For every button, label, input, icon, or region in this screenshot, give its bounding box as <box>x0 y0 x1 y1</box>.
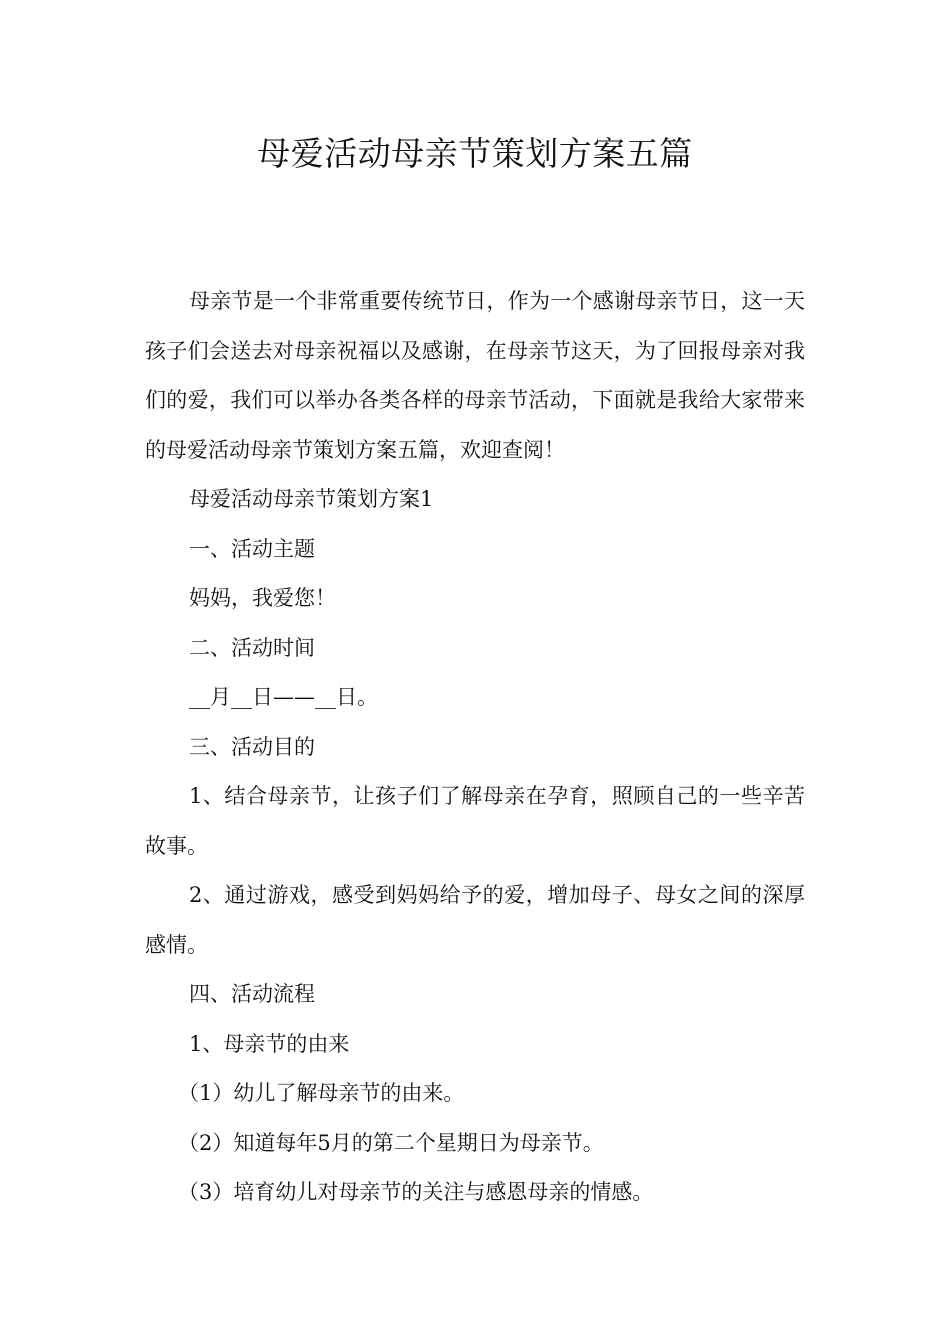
activity-theme-text: 妈妈，我爱您！ <box>189 586 336 610</box>
activity-time-text: __月__日——__日。 <box>189 685 378 709</box>
process-sub-item-3: （3）培育幼儿对母亲节的关注与感恩母亲的情感。 <box>178 1180 654 1204</box>
process-item-1: 1、母亲节的由来 <box>189 1031 350 1056</box>
heading-activity-purpose: 三、活动目的 <box>189 734 315 759</box>
heading-activity-theme: 一、活动主题 <box>189 536 315 561</box>
document-body <box>145 277 805 1218</box>
purpose-item-2: 2、通过游戏，感受到妈妈给予的爱，增加母子、母女之间的深厚感情。 <box>145 883 805 957</box>
heading-activity-time: 二、活动时间 <box>189 635 315 660</box>
intro-paragraph: 母亲节是一个非常重要传统节日，作为一个感谢母亲节日，这一天孩子们会送去对母亲祝福以及感谢，在母亲节这天，为了回报母亲对我们的爱，我们可以举办各类各样的母亲节活动，下面就是我给大家带来的母爱活动母亲节策划方案五篇，欢迎查阅！ <box>145 289 805 462</box>
purpose-item-1: 1、结合母亲节，让孩子们了解母亲在孕育，照顾自己的一些辛苦故事。 <box>145 784 805 858</box>
process-sub-item-2: （2）知道每年5月的第二个星期日为母亲节。 <box>178 1130 604 1155</box>
section-heading-plan-1: 母爱活动母亲节策划方案1 <box>189 487 434 511</box>
heading-activity-process: 四、活动流程 <box>189 982 315 1006</box>
document-title: 母爱活动母亲节策划方案五篇 <box>257 134 693 173</box>
process-sub-item-1: （1）幼儿了解母亲节的由来。 <box>178 1081 465 1105</box>
